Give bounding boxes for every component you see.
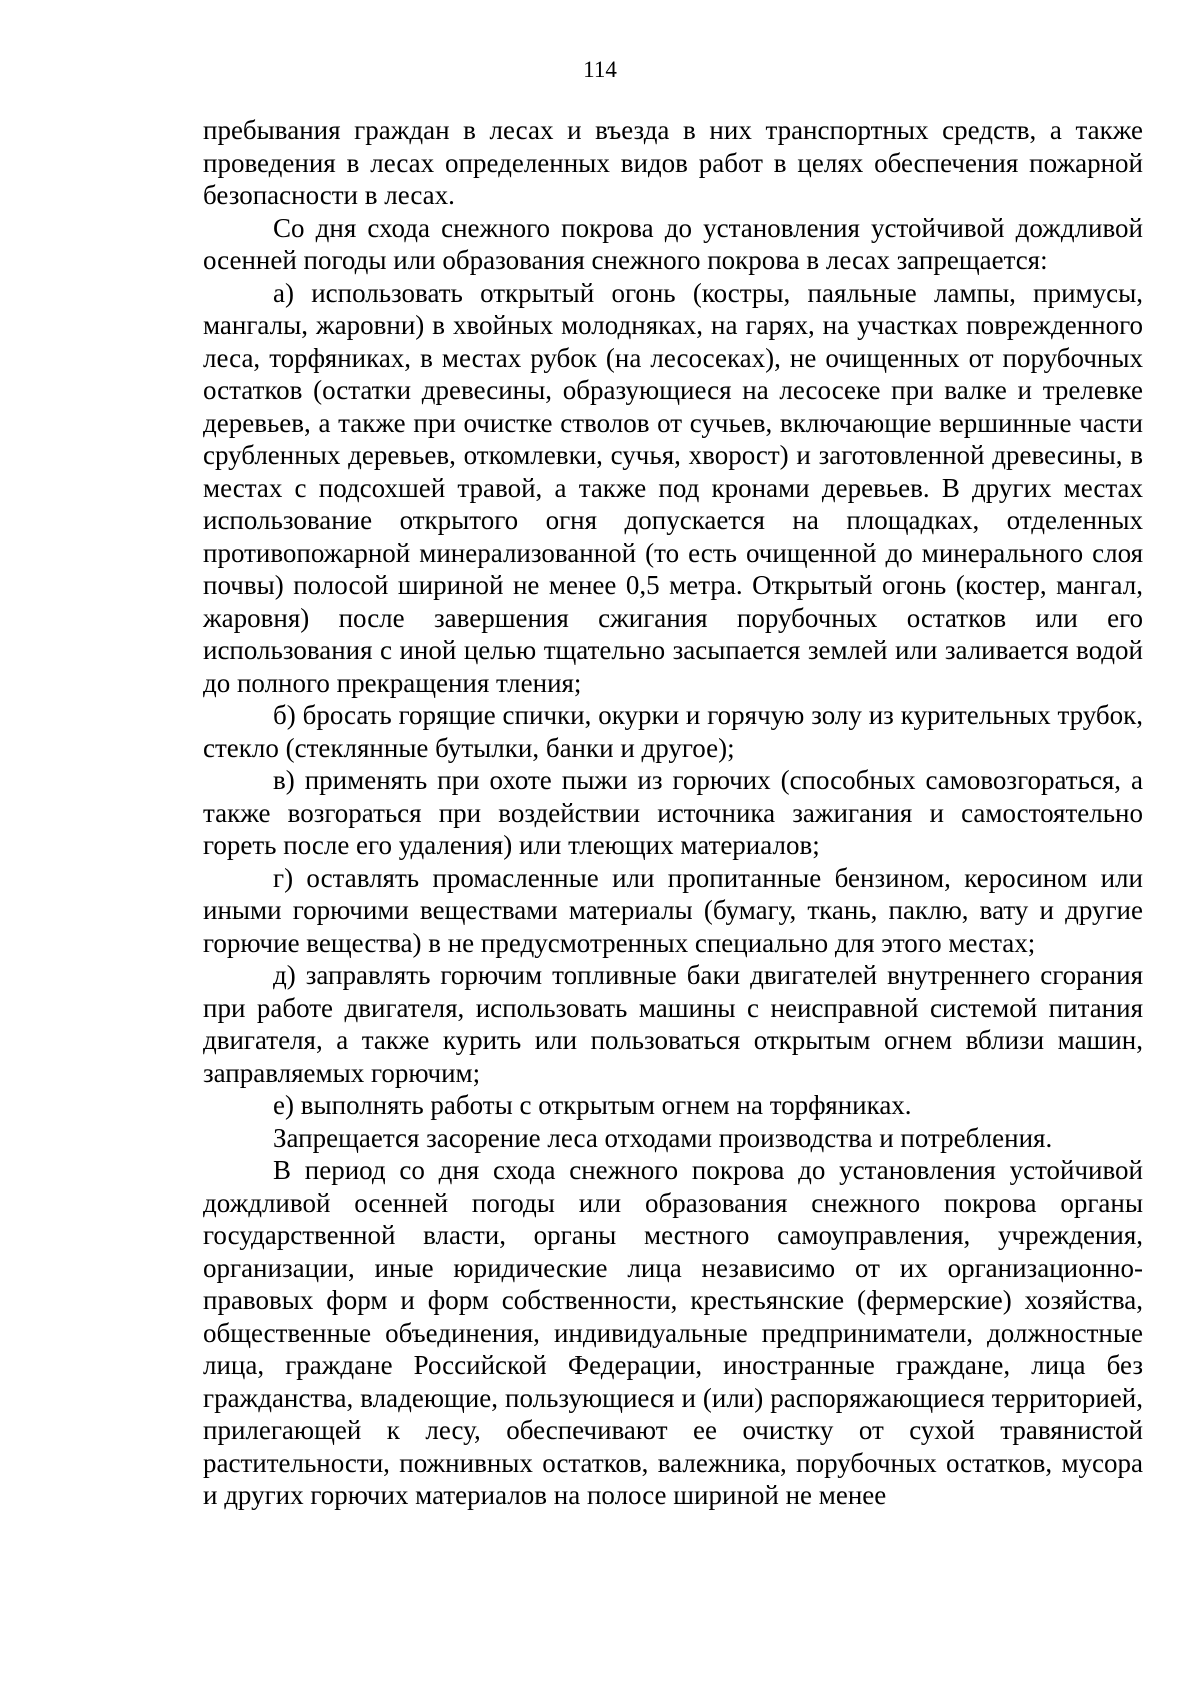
paragraph-item-e: е) выполнять работы с открытым огнем на торфяниках. <box>273 1090 912 1120</box>
paragraph-littering-ban: Запрещается засорение леса отходами производства и потребления. <box>273 1122 1053 1153</box>
document-body <box>203 114 1143 1512</box>
paragraph-item-b: б) бросать горящие спички, окурки и горячую золу из курительных трубок, стекло (стеклянные бутылки, банки и другое); <box>203 700 1143 763</box>
paragraph-item-v: в) применять при охоте пыжи из горючих (способных самовозгораться, а также возгораться при воздействии источника зажигания и самостоятельно гореть после его удаления) или тлеющих материалов; <box>203 765 1143 860</box>
paragraph-continuation: пребывания граждан в лесах и въезда в них транспортных средств, а также проведения в лесах определенных видов работ в целях обеспечения пожарной безопасности в лесах. <box>203 115 1143 210</box>
paragraph-clearing-duty: В период со дня схода снежного покрова до установления устойчивой дождливой осенней погоды или образования снежного покрова органы государственной власти, органы местного самоуправления, учреждения, организации, иные юридические лица независимо от их организационно-правовых форм и форм собственности, крестьянские (фермерские) хозяйства, общественные объединения, индивидуальные предприниматели, должностные лица, граждане Российской Федерации, иностранные граждане, лица без гражданства, владеющие, пользующиеся и (или) распоряжающиеся территорией, прилегающей к лесу, обеспечивают ее очистку от сухой травянистой растительности, пожнивных остатков, валежника, порубочных остатков, мусора и других горючих материалов на полосе шириной не менее <box>203 1155 1143 1510</box>
page-number: 114 <box>583 57 617 82</box>
paragraph-item-d: д) заправлять горючим топливные баки двигателей внутреннего сгорания при работе двигателя, использовать машины с неисправной системой питания двигателя, а также курить или пользоваться открытым огнем вблизи машин, заправляемых горючим; <box>203 960 1143 1088</box>
paragraph-prohibitions-intro: Со дня схода снежного покрова до установления устойчивой дождливой осенней погоды или образования снежного покрова в лесах запрещается: <box>203 212 1143 275</box>
paragraph-item-g: г) оставлять промасленные или пропитанные бензином, керосином или иными горючими веществами материалы (бумагу, ткань, паклю, вату и другие горючие вещества) в не предусмотренных специально для этого местах; <box>203 862 1143 958</box>
paragraph-item-a: а) использовать открытый огонь (костры, паяльные лампы, примусы, мангалы, жаровни) в хвойных молодняках, на гарях, на участках поврежденного леса, торфяниках, в местах рубок (на лесосеках), не очищенных от порубочных остатков (остатки древесины, образующиеся на лесосеке при валке и трелевке деревьев, а также при очистке стволов от сучьев, включающие вершинные части срубленных деревьев, откомлевки, сучья, хворост) и заготовленной древесины, в местах с подсохшей травой, а также под кронами деревьев. В других местах использование открытого огня допускается на площадках, отделенных противопожарной минерализованной (то есть очищенной до минерального слоя почвы) полосой шириной не менее 0,5 метра. Открытый огонь (костер, мангал, жаровня) после завершения сжигания порубочных остатков или его использования с иной целью тщательно засыпается землей или заливается водой до полного прекращения тления; <box>203 277 1143 698</box>
